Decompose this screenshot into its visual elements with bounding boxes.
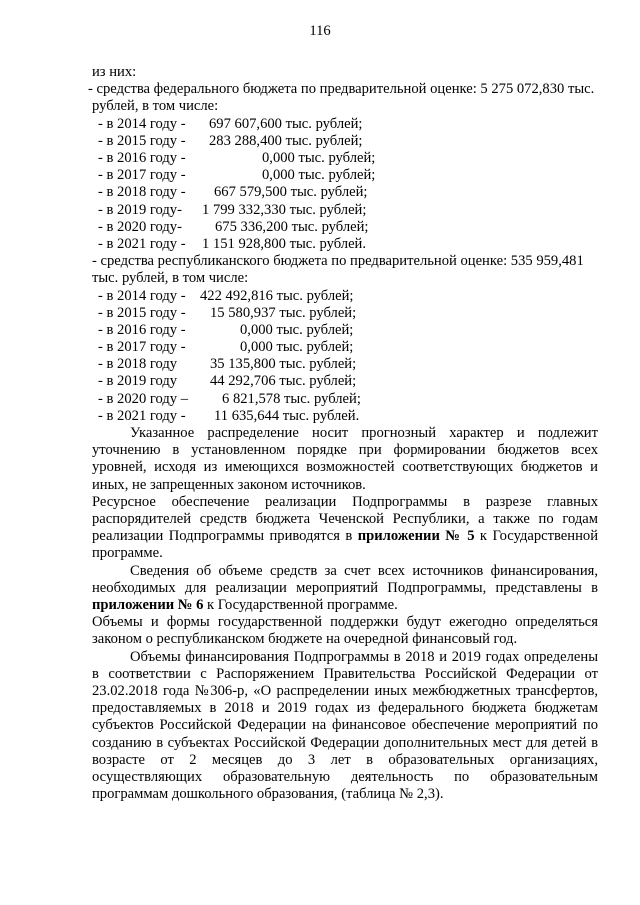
federal-heading-line2: рублей, в том числе: — [92, 98, 219, 115]
year-label: - в 2015 году - — [98, 304, 186, 321]
amount-value: 44 292,706 тыс. рублей; — [210, 373, 357, 390]
year-label: - в 2020 году- — [98, 218, 182, 235]
list-item — [92, 167, 598, 184]
year-label: - в 2020 году – — [98, 390, 189, 407]
resources-paragraph — [92, 494, 598, 563]
amount-value: 675 336,200 тыс. рублей; — [215, 218, 369, 235]
page-number: 116 — [309, 23, 331, 39]
federal-heading-line1: - средства федерального бюджета по предварительной оценке: 5 275 072,830 тыс. — [88, 81, 595, 98]
list-item — [92, 150, 598, 167]
amount-value: 15 580,937 тыс. рублей; — [210, 304, 357, 321]
list-item — [92, 133, 598, 150]
financing-paragraph: Объемы финансирования Подпрограммы в 2018 и 2019 годах определены в соответствии с Распоряжением Правительства Российской Федерации от 23.02.2018 года №306-р, «О распределении иных межбюджетных трансфертов, предоставляемых в 2018 и 2019 годах из федерального бюджета бюджетам субъектов Российской Федерации на финансовое обеспечение мероприятий по созданию в субъектах Российской Федерации дополнительных мест для детей в возрасте от 2 месяцев до 3 лет в образовательных организациях, осуществляющих образовательную деятельность по образовательным программам дошкольного образования, (таблица № 2,3). — [92, 648, 598, 803]
list-item — [92, 116, 598, 133]
republic-heading-line2: тыс. рублей, в том числе: — [92, 270, 249, 287]
year-label: - в 2019 году- — [98, 201, 182, 218]
year-label: - в 2019 году — [98, 373, 178, 390]
amount-value: 1 151 928,800 тыс. рублей. — [202, 235, 367, 252]
year-label: - в 2016 году - — [98, 149, 186, 166]
amount-value: 0,000 тыс. рублей; — [262, 149, 376, 166]
list-item — [92, 184, 598, 201]
year-label: - в 2017 году - — [98, 339, 186, 356]
list-item — [92, 305, 598, 322]
amount-value: 0,000 тыс. рублей; — [262, 167, 376, 184]
republic-year-list — [92, 288, 598, 426]
list-item — [92, 391, 598, 408]
appendix-5-reference: приложении № 5 — [357, 528, 475, 545]
republic-heading-line1: - средства республиканского бюджета по предварительной оценке: 535 959,481 — [92, 253, 584, 270]
list-item — [92, 288, 598, 305]
info-text-end: к Государственной программе. — [203, 597, 398, 614]
list-item — [92, 219, 598, 236]
amount-value: 6 821,578 тыс. рублей; — [222, 390, 361, 407]
year-label: - в 2014 году - — [98, 115, 186, 132]
resources-text-end: к Государственной программе. — [92, 528, 599, 562]
resources-text: Ресурсное обеспечение реализации Подпрограммы в разрезе главных распорядителей средств бюджета Чеченской Республики, а также по годам реализации Подпрограммы приводятся в — [92, 493, 598, 545]
year-label: - в 2018 году - — [98, 184, 186, 201]
amount-value: 35 135,800 тыс. рублей; — [210, 356, 357, 373]
list-item — [92, 202, 598, 219]
appendix-6-reference: приложении № 6 — [92, 597, 204, 614]
amount-value: 11 635,644 тыс. рублей. — [214, 407, 360, 424]
amount-value: 422 492,816 тыс. рублей; — [200, 287, 354, 304]
forecast-paragraph: Указанное распределение носит прогнозный характер и подлежит уточнению в установленном порядке при формировании бюджетов всех уровней, исходя из имеющихся возможностей соответствующих бюджетов и иных, не запрещенных законом источников. — [92, 425, 598, 493]
amount-value: 667 579,500 тыс. рублей; — [214, 184, 368, 201]
amount-value: 697 607,600 тыс. рублей; — [209, 115, 363, 132]
list-item — [92, 373, 598, 390]
year-label: - в 2021 году - — [98, 407, 186, 424]
year-label: - в 2017 году - — [98, 167, 186, 184]
intro-line: из них: — [92, 64, 137, 80]
year-label: - в 2016 году - — [98, 321, 186, 338]
year-label: - в 2015 году - — [98, 132, 186, 149]
info-paragraph — [92, 563, 598, 615]
list-item — [92, 356, 598, 373]
amount-value: 0,000 тыс. рублей; — [240, 321, 354, 338]
list-item — [92, 236, 598, 253]
amount-value: 0,000 тыс. рублей; — [240, 339, 354, 356]
amount-value: 1 799 332,330 тыс. рублей; — [202, 201, 367, 218]
list-item — [92, 322, 598, 339]
list-item — [92, 408, 598, 425]
amount-value: 283 288,400 тыс. рублей; — [209, 132, 363, 149]
volumes-paragraph: Объемы и формы государственной поддержки будут ежегодно определяться законом о республиканском бюджете на очередной финансовый год. — [92, 614, 598, 648]
info-text: Сведения об объеме средств за счет всех источников финансирования, необходимых для реализации мероприятий Подпрограммы, представлены в — [92, 562, 598, 596]
federal-year-list — [92, 116, 598, 254]
document-body — [88, 64, 599, 803]
year-label: - в 2021 году - — [98, 235, 186, 252]
list-item — [92, 339, 598, 356]
year-label: - в 2018 году — [98, 356, 178, 373]
year-label: - в 2014 году - — [98, 287, 186, 304]
